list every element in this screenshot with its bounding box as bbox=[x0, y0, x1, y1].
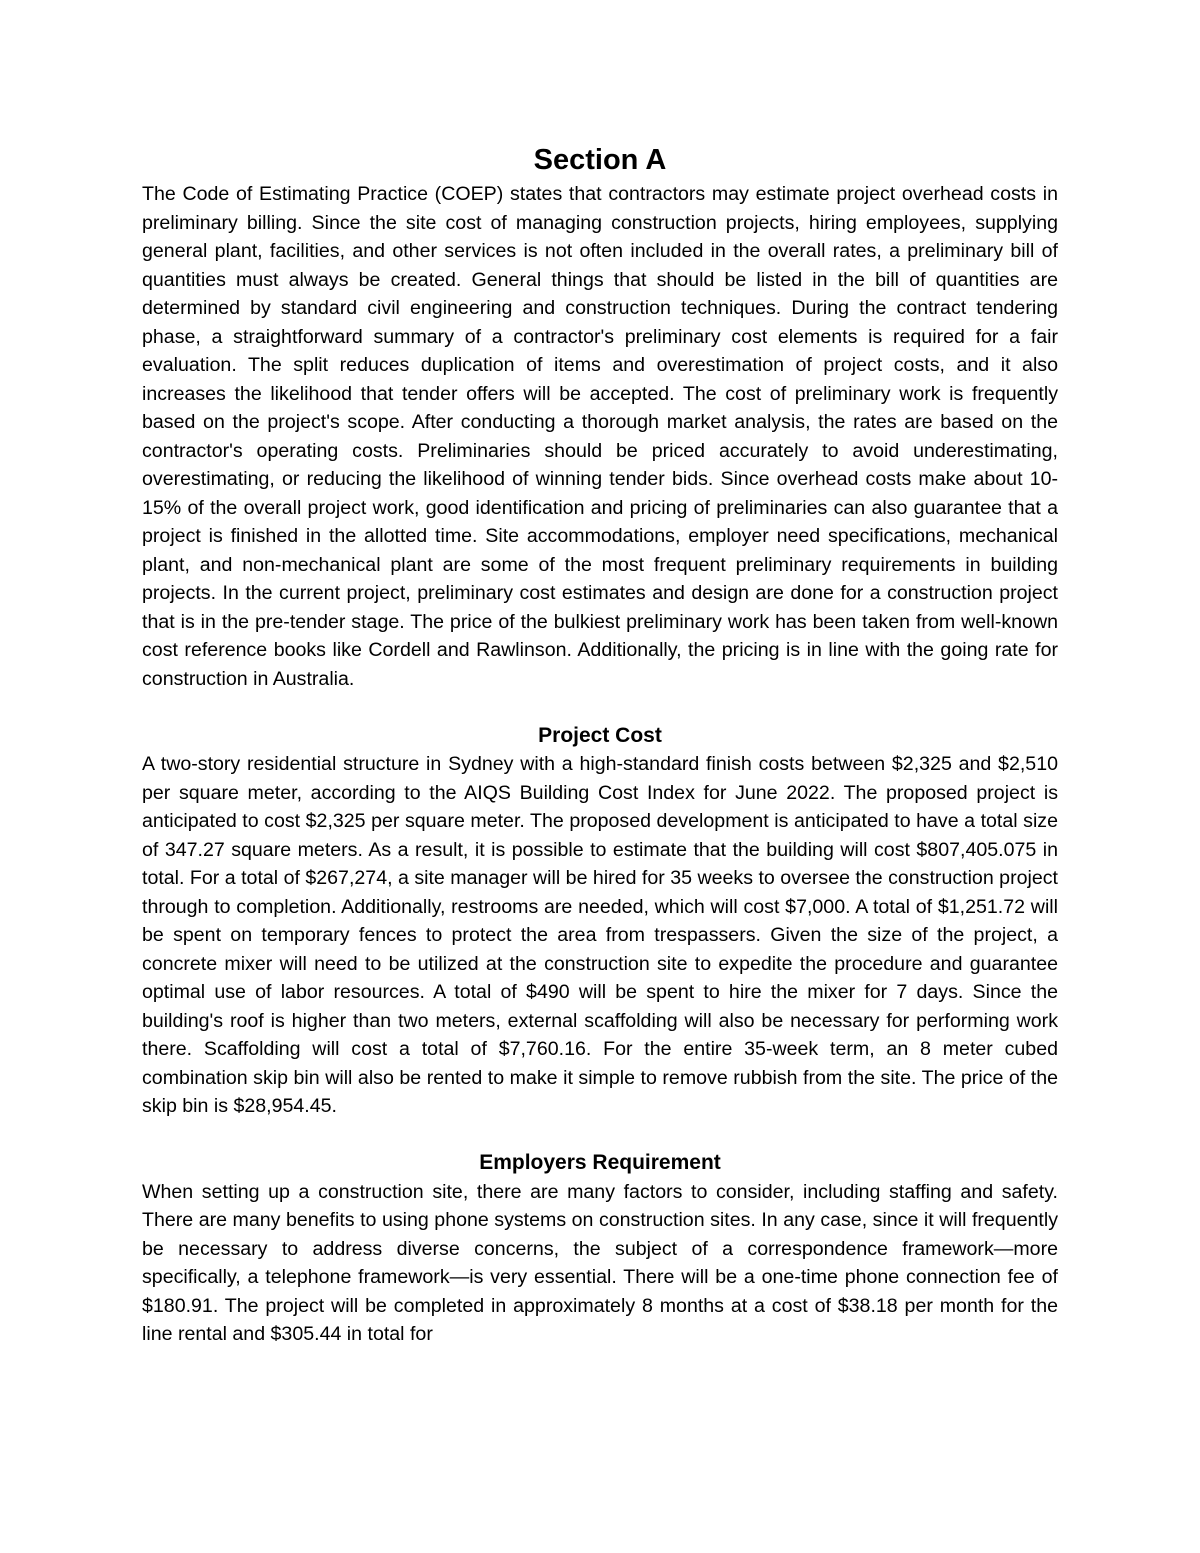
project-cost-paragraph: A two-story residential structure in Sydney with a high-standard finish costs between $2,325 and $2,510 per square meter, according to the AIQS Building Cost Index for June 2022. The proposed project is anticipated to cost $2,325 per square meter. The proposed development is anticipated to have a total size of 347.27 square meters. As a result, it is possible to estimate that the building will cost $807,405.075 in total. For a total of $267,274, a site manager will be hired for 35 weeks to oversee the construction project through to completion. Additionally, restrooms are needed, which will cost $7,000. A total of $1,251.72 will be spent on temporary fences to protect the area from trespassers. Given the size of the project, a concrete mixer will need to be utilized at the construction site to expedite the procedure and guarantee optimal use of labor resources. A total of $490 will be spent to hire the mixer for 7 days. Since the building's roof is higher than two meters, external scaffolding will also be necessary for performing work there. Scaffolding will cost a total of $7,760.16. For the entire 35-week term, an 8 meter cubed combination skip bin will also be rented to make it simple to remove rubbish from the site. The price of the skip bin is $28,954.45. bbox=[142, 753, 1058, 1117]
document-page bbox=[142, 140, 1058, 1349]
employers-requirement-paragraph: When setting up a construction site, there are many factors to consider, including staffing and safety. There are many benefits to using phone systems on construction sites. In any case, since it will frequently be necessary to address diverse concerns, the subject of a correspondence framework—more specifically, a telephone framework—is very essential. There will be a one-time phone connection fee of $180.91. The project will be completed in approximately 8 months at a cost of $38.18 per month for the line rental and $305.44 in total for bbox=[142, 1180, 1058, 1345]
paragraph-spacer bbox=[142, 693, 1058, 722]
section-a-paragraph: The Code of Estimating Practice (COEP) states that contractors may estimate project overhead costs in preliminary billing. Since the site cost of managing construction projects, hiring employees, supplying general plant, facilities, and other services is not often included in the overall rates, a preliminary bill of quantities must always be created. General things that should be listed in the bill of quantities are determined by standard civil engineering and construction techniques. During the contract tendering phase, a straightforward summary of a contractor's preliminary cost elements is required for a fair evaluation. The split reduces duplication of items and overestimation of project costs, and it also increases the likelihood that tender offers will be accepted. The cost of preliminary work is frequently based on the project's scope. After conducting a thorough market analysis, the rates are based on the contractor's operating costs. Preliminaries should be priced accurately to avoid underestimating, overestimating, or reducing the likelihood of winning tender bids. Since overhead costs make about 10-15% of the overall project work, good identification and pricing of preliminaries can also guarantee that a project is finished in the allotted time. Site accommodations, employer need specifications, mechanical plant, and non-mechanical plant are some of the most frequent preliminary requirements in building projects. In the current project, preliminary cost estimates and design are done for a construction project that is in the pre-tender stage. The price of the bulkiest preliminary work has been taken from well-known cost reference books like Cordell and Rawlinson. Additionally, the pricing is in line with the going rate for construction in Australia. bbox=[142, 183, 1058, 690]
section-a-heading: Section A bbox=[533, 144, 667, 176]
project-cost-heading: Project Cost bbox=[538, 723, 662, 747]
paragraph-spacer bbox=[142, 1121, 1058, 1150]
employers-requirement-heading: Employers Requirement bbox=[479, 1151, 721, 1174]
